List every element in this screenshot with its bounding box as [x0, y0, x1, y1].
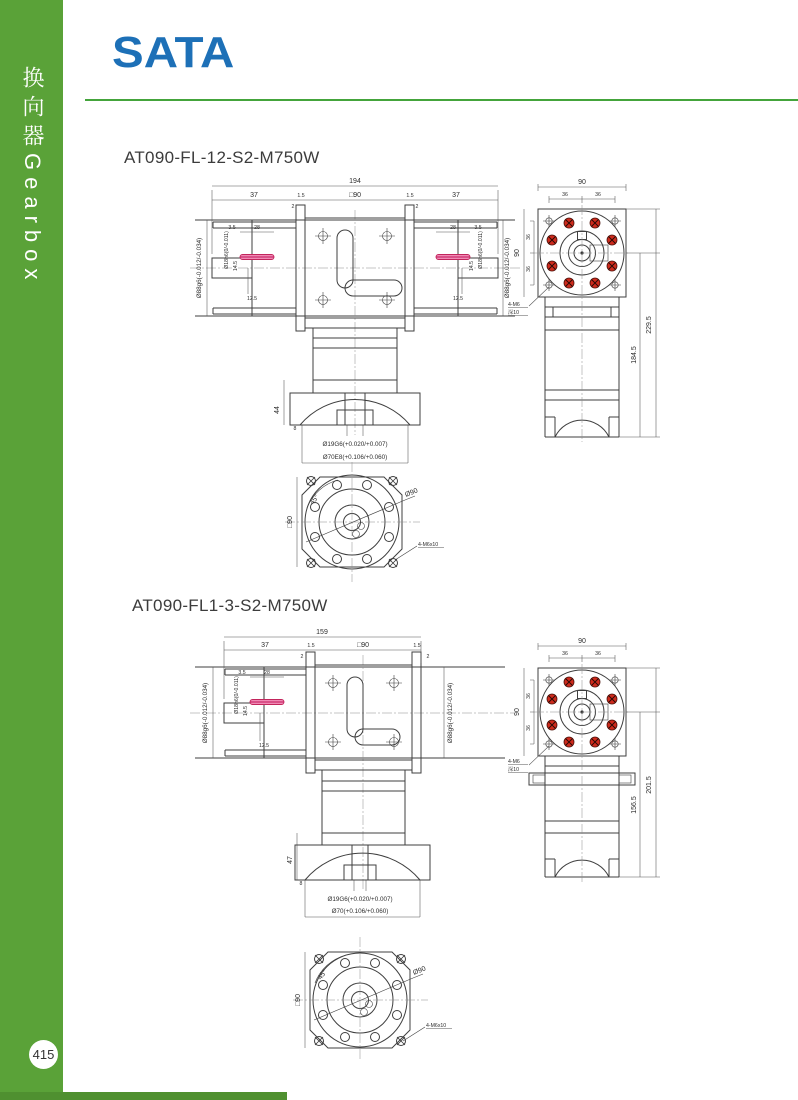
dim-bore: Ø19G6(+0.020/+0.007): [322, 441, 388, 448]
dim-shaft-2: Ø18h6(0/-0.011): [234, 676, 240, 714]
dim-3p5-left: 3.5: [228, 225, 236, 231]
dim-1p5-right: 1.5: [406, 193, 414, 199]
dim-square90: □90: [348, 192, 362, 199]
dim-8-2: 8: [299, 881, 303, 887]
dim-90-top: 90: [578, 179, 586, 186]
tap-callout-line2: 深10: [508, 310, 519, 316]
dim-12p5-2: 12.5: [258, 743, 270, 749]
page-number-badge: [29, 1040, 58, 1069]
sidebar-category-cn: 换向器: [20, 66, 45, 153]
dim-36-c2: 36: [526, 693, 532, 699]
dim-36-b2: 36: [595, 651, 601, 657]
dim-45deg-2: 45°: [316, 968, 329, 982]
page-number: 415: [32, 1047, 55, 1062]
dim-square90-bottom: □90: [287, 515, 294, 529]
dim-229p5: 229.5: [646, 316, 653, 334]
dim-key-left: 14.5: [233, 260, 239, 272]
dim-36-b: 36: [595, 192, 601, 198]
dim-square90-2: □90: [356, 642, 370, 649]
dim-2-right: 2: [415, 204, 419, 210]
dim-36-c: 36: [526, 234, 532, 240]
dim-3p5-right: 3.5: [474, 225, 482, 231]
dim-90-top-2: 90: [578, 638, 586, 645]
sidebar: [0, 0, 63, 1100]
dim-156p5: 156.5: [631, 796, 638, 814]
tap-callout-line1-2: 4-M6: [508, 759, 520, 765]
dim-key-right: 14.5: [469, 260, 475, 272]
drawing1-title: AT090-FL-12-S2-M750W: [124, 148, 320, 167]
d2-keyway: [250, 700, 284, 705]
dim-12p5-right: 12.5: [452, 296, 464, 302]
dim-flange-right-2: Ø88g6(-0.012/-0.034): [447, 682, 454, 744]
dim-12p5-left: 12.5: [246, 296, 258, 302]
sata-logo: SATA: [112, 28, 235, 77]
d2-front-view: [190, 629, 515, 917]
dim-1p5-right-2: 1.5: [413, 643, 421, 649]
d2-side-dimension-lines: [508, 643, 660, 877]
d1-side-view: [508, 179, 660, 442]
dim-bore-2: Ø19G6(+0.020/+0.007): [327, 896, 393, 903]
dim-28-right: 28: [450, 225, 456, 231]
dim-28-2: 28: [264, 670, 270, 676]
dim-2-left: 2: [291, 204, 295, 210]
dim-tap-4m6-2: 4-M6x10: [426, 1023, 447, 1029]
dim-36-a: 36: [562, 192, 568, 198]
dim-47: 47: [287, 856, 294, 864]
d1-bottom-view: [285, 462, 444, 582]
d1-l-slot: [337, 230, 402, 296]
dim-36-a2: 36: [562, 651, 568, 657]
d2-side-view: [508, 638, 660, 882]
drawing2-title: AT090-FL1-3-S2-M750W: [132, 596, 328, 615]
sidebar-category-label: [17, 66, 48, 286]
d2-bottom-view: [293, 937, 452, 1060]
dim-pilot: Ø70E8(+0.106/+0.060): [322, 454, 388, 461]
dim-dia90-2: Ø90: [412, 965, 428, 977]
dim-184p5: 184.5: [631, 346, 638, 364]
sidebar-category-en: Gearbox: [20, 153, 45, 287]
dim-90-left: 90: [514, 249, 521, 257]
dim-key-2: 14.5: [243, 705, 249, 717]
dim-pilot-2: Ø70(+0.106/+0.060): [331, 908, 389, 915]
footer-green-strip: [0, 1092, 287, 1100]
dim-201p5: 201.5: [646, 776, 653, 794]
dim-shaft-right: Ø18h6(0/-0.011): [478, 231, 484, 269]
dim-37-left: 37: [250, 192, 258, 199]
dim-8: 8: [293, 426, 297, 432]
dim-dia90: Ø90: [404, 487, 420, 499]
dim-square90-bottom-2: □90: [295, 993, 302, 1007]
header-divider: [85, 99, 798, 101]
dim-36-d2: 36: [526, 725, 532, 731]
d2-front-dimension-lines: [213, 637, 444, 917]
d1-front-view: [190, 178, 520, 463]
dim-37: 37: [261, 642, 269, 649]
dim-1p5-left-2: 1.5: [307, 643, 315, 649]
dim-shaft-left: Ø18h6(0/-0.011): [224, 231, 230, 269]
dim-36-d: 36: [526, 266, 532, 272]
dim-90-left-2: 90: [514, 708, 521, 716]
dim-overall-2: 159: [316, 629, 328, 636]
d1-side-dimension-lines: [508, 184, 660, 437]
dim-flange-left: Ø88g6(-0.012/-0.034): [196, 237, 203, 299]
dim-28-left: 28: [254, 225, 260, 231]
dim-1p5-left: 1.5: [297, 193, 305, 199]
dim-2-right-2: 2: [426, 654, 430, 660]
dim-44: 44: [274, 406, 281, 414]
tap-callout-line1: 4-M6: [508, 302, 520, 308]
drawing2: [100, 625, 700, 1075]
dim-2-left-2: 2: [300, 654, 304, 660]
dim-tap-4m6: 4-M6x10: [418, 542, 439, 548]
tap-callout-line2-2: 深10: [508, 767, 519, 773]
dim-flange-left-2: Ø88g6(-0.012/-0.034): [202, 682, 209, 744]
dim-45deg: 45°: [308, 493, 321, 507]
dim-3p5-2: 3.5: [238, 670, 246, 676]
drawing1: [100, 170, 700, 600]
dim-37-right: 37: [452, 192, 460, 199]
dim-overall: 194: [349, 178, 361, 185]
dim-flange-right: Ø88g6(-0.012/-0.034): [504, 237, 511, 299]
